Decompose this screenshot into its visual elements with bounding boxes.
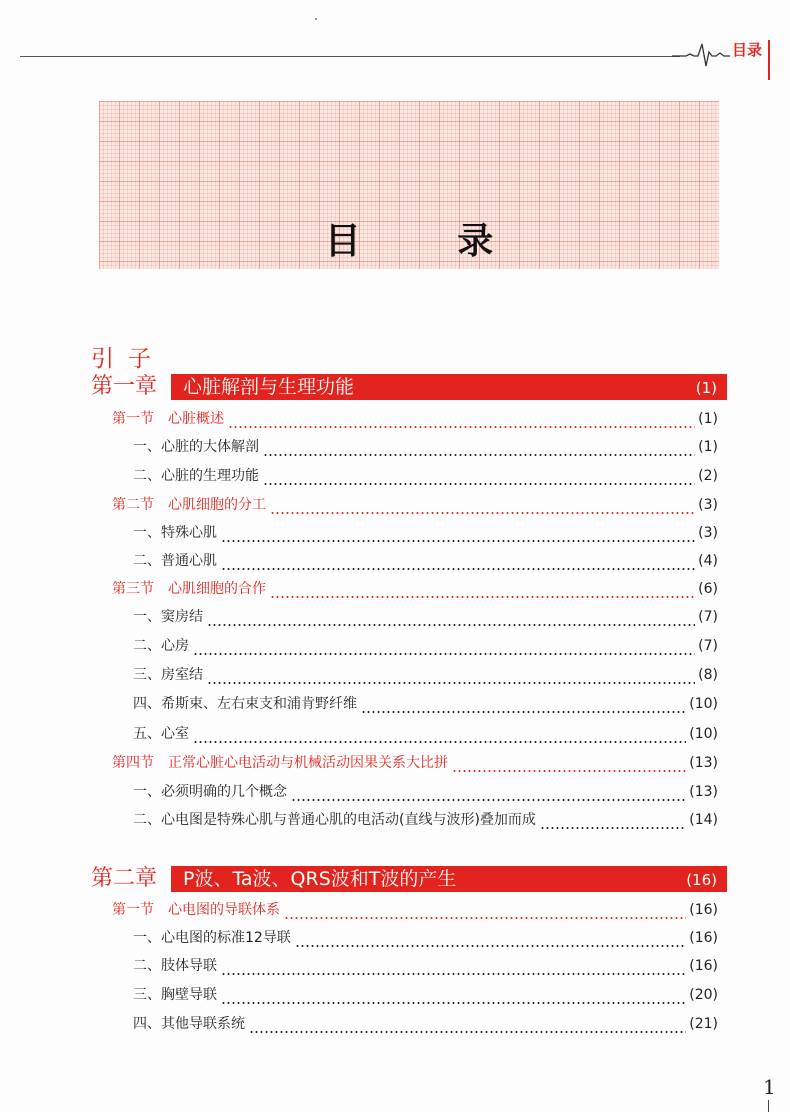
toc-entry-text: 第四节 正常心脏心电活动与机械活动因果关系大比拼 xyxy=(112,755,448,771)
toc-entry-text: 一、必须明确的几个概念 xyxy=(133,784,287,800)
toc-subentry-row[interactable] xyxy=(133,780,718,802)
leader-dots xyxy=(295,932,686,948)
toc-subentry-row[interactable] xyxy=(133,692,718,714)
leader-dots xyxy=(249,1018,686,1034)
leader-dots xyxy=(207,611,695,627)
toc-page: (16) xyxy=(689,902,718,918)
toc-subentry-row[interactable] xyxy=(133,605,718,627)
leader-dots xyxy=(452,757,686,773)
chapter-title: 心脏解剖与生理功能 xyxy=(183,376,355,398)
toc-entry-text: 一、心电图的标准12导联 xyxy=(133,930,291,946)
toc-entry-text: 一、心脏的大体解剖 xyxy=(133,439,259,455)
leader-dots xyxy=(540,814,686,830)
toc-entry-text: 二、心房 xyxy=(133,638,189,654)
toc-entry-text: 二、心脏的生理功能 xyxy=(133,468,259,484)
toc-page: (16) xyxy=(689,930,718,946)
toc-entry-text: 一、特殊心肌 xyxy=(133,525,217,541)
toc-page: (21) xyxy=(689,1016,718,1032)
toc-entry-text: 四、其他导联系统 xyxy=(133,1016,245,1032)
toc-page: (8) xyxy=(698,667,718,683)
toc-page: (3) xyxy=(698,497,718,513)
leader-dots xyxy=(361,698,686,714)
page-number: 1 xyxy=(763,1075,776,1099)
leader-dots xyxy=(291,786,686,802)
leader-dots xyxy=(221,960,686,976)
toc-subentry-row[interactable] xyxy=(133,722,718,744)
toc-page: (1) xyxy=(698,411,718,427)
toc-subentry-row[interactable] xyxy=(133,954,718,976)
chapter-title: P波、Ta波、QRS波和T波的产生 xyxy=(183,868,457,890)
chapter-page: (1) xyxy=(695,379,717,397)
leader-dots xyxy=(221,555,695,571)
toc-page: (14) xyxy=(689,812,718,828)
toc-subentry-row[interactable] xyxy=(133,663,718,685)
toc-section-row[interactable] xyxy=(112,898,718,920)
toc-entry-text: 二、肢体导联 xyxy=(133,958,217,974)
toc-page: (1) xyxy=(698,439,718,455)
scan-speck xyxy=(315,18,317,20)
leader-dots xyxy=(284,904,686,920)
toc-subentry-row[interactable] xyxy=(133,549,718,571)
toc-section-row[interactable] xyxy=(112,493,718,515)
toc-entry-text: 五、心室 xyxy=(133,726,189,742)
page-title: 目 录 xyxy=(324,221,536,262)
chapter-heading[interactable] xyxy=(91,373,727,401)
leader-dots xyxy=(263,470,695,486)
leader-dots xyxy=(221,527,695,543)
intro-heading: 引子 xyxy=(91,346,165,372)
leader-dots xyxy=(228,413,695,429)
toc-page: (13) xyxy=(689,784,718,800)
ecg-wave-icon xyxy=(672,40,730,68)
toc-subentry-row[interactable] xyxy=(133,808,718,830)
leader-dots xyxy=(207,669,695,685)
toc-entry-text: 三、胸壁导联 xyxy=(133,987,217,1003)
toc-page: (10) xyxy=(689,726,718,742)
toc-entry-text: 第一节 心脏概述 xyxy=(112,411,224,427)
toc-section-row[interactable] xyxy=(112,751,718,773)
leader-dots xyxy=(270,499,695,515)
toc-entry-text: 二、普通心肌 xyxy=(133,553,217,569)
header-title: 目录 xyxy=(732,41,763,59)
toc-entry-text: 二、心电图是特殊心肌与普通心肌的电活动(直线与波形)叠加而成 xyxy=(133,812,536,828)
toc-page: (10) xyxy=(689,696,718,712)
toc-subentry-row[interactable] xyxy=(133,435,718,457)
toc-page: (3) xyxy=(698,525,718,541)
toc-subentry-row[interactable] xyxy=(133,634,718,656)
toc-entry-text: 三、房室结 xyxy=(133,667,203,683)
toc-page: (20) xyxy=(689,987,718,1003)
toc-entry-text: 第三节 心肌细胞的合作 xyxy=(112,581,266,597)
toc-entry-text: 第一节 心电图的导联体系 xyxy=(112,902,280,918)
leader-dots xyxy=(193,728,686,744)
toc-subentry-row[interactable] xyxy=(133,464,718,486)
toc-section-row[interactable] xyxy=(112,407,718,429)
toc-page: (7) xyxy=(698,609,718,625)
toc-page: (7) xyxy=(698,638,718,654)
title-banner xyxy=(99,101,719,269)
toc-page: (4) xyxy=(698,553,718,569)
toc-entry-text: 四、希斯束、左右束支和浦肯野纤维 xyxy=(133,696,357,712)
toc-entry-text: 一、窦房结 xyxy=(133,609,203,625)
leader-dots xyxy=(263,441,695,457)
leader-dots xyxy=(221,989,686,1005)
toc-page: (6) xyxy=(698,581,718,597)
toc-page: (2) xyxy=(698,468,718,484)
toc-subentry-row[interactable] xyxy=(133,1012,718,1034)
chapter-number: 第二章 xyxy=(91,866,158,891)
toc-page: (16) xyxy=(689,958,718,974)
toc-section-row[interactable] xyxy=(112,577,718,599)
toc-page: (13) xyxy=(689,755,718,771)
leader-dots xyxy=(270,583,695,599)
toc-subentry-row[interactable] xyxy=(133,926,718,948)
chapter-heading[interactable] xyxy=(91,865,727,893)
header-edge-bar xyxy=(768,40,770,80)
header-rule xyxy=(20,56,680,57)
toc-subentry-row[interactable] xyxy=(133,521,718,543)
leader-dots xyxy=(193,640,695,656)
chapter-page: (16) xyxy=(686,871,717,889)
toc-subentry-row[interactable] xyxy=(133,983,718,1005)
page-edge-tick xyxy=(768,1100,769,1112)
chapter-number: 第一章 xyxy=(91,374,158,399)
toc-entry-text: 第二节 心肌细胞的分工 xyxy=(112,497,266,513)
